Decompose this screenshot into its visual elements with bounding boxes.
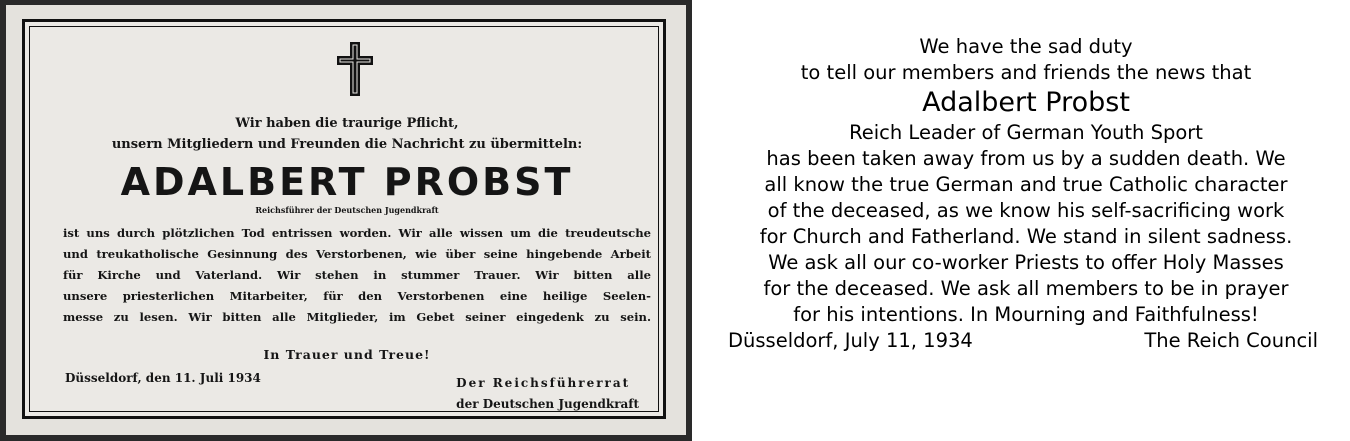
notice-body-line: messe zu lesen. Wir bitten alle Mitglieder, im Gebet seiner eingedenk zu sein. — [63, 310, 651, 324]
notice-body — [63, 223, 651, 328]
translation-signature: The Reich Council — [1144, 329, 1318, 352]
cross-icon — [337, 42, 373, 96]
deceased-name: ADALBERT PROBST — [120, 160, 574, 204]
notice-body-line: unsere priesterlichen Mitarbeiter, für den Verstorbenen eine heilige Seelen- — [63, 289, 651, 303]
translation-name: Adalbert Probst — [922, 87, 1130, 118]
notice-place-date: Düsseldorf, den 11. Juli 1934 — [65, 371, 261, 385]
translation-place-date: Düsseldorf, July 11, 1934 — [728, 329, 973, 352]
notice-body-line: ist uns durch plötzlichen Tod entrissen worden. Wir alle wissen um die treudeutsche — [63, 226, 651, 240]
translation-body-line: for the deceased. We ask all members to be in prayer — [763, 277, 1289, 300]
translation-body-line: has been taken away from us by a sudden death. We — [766, 147, 1286, 170]
notice-closing: In Trauer und Treue! — [263, 347, 431, 362]
notice-signature — [456, 373, 639, 415]
notice-signature-line1: Der Reichsführerrat — [456, 376, 631, 390]
notice-paper — [6, 5, 686, 435]
translation-body-line: for Church and Fatherland. We stand in silent sadness. — [759, 225, 1293, 248]
notice-intro-line1: Wir haben die traurige Pflicht, — [235, 116, 459, 131]
notice-intro-line2: unsern Mitgliedern und Freunden die Nachricht zu übermitteln: — [111, 137, 583, 152]
notice-body-line: für Kirche und Vaterland. Wir stehen in stummer Trauer. Wir bitten alle — [63, 268, 651, 282]
translation-body-line: Reich Leader of German Youth Sport — [849, 121, 1203, 144]
notice-signature-line2: der Deutschen Jugendkraft — [456, 397, 639, 411]
translation-body-line: We ask all our co-worker Priests to offer Holy Masses — [768, 251, 1284, 274]
translation-body-line: for his intentions. In Mourning and Faithfulness! — [793, 303, 1259, 326]
translation-body-line: all know the true German and true Catholic character — [764, 173, 1288, 196]
deceased-title: Reichsführer der Deutschen Jugendkraft — [255, 205, 439, 215]
translation-intro-line2: to tell our members and friends the news that — [800, 61, 1252, 84]
translation-footer — [712, 328, 1340, 354]
translation-intro-line1: We have the sad duty — [919, 35, 1133, 58]
notice-border — [22, 19, 666, 419]
english-translation — [712, 34, 1340, 354]
translation-body-line: of the deceased, as we know his self-sacrificing work — [767, 199, 1285, 222]
notice-body-line: und treukatholische Gesinnung des Verstorbenen, wie über seine hingebende Arbeit — [63, 247, 651, 261]
